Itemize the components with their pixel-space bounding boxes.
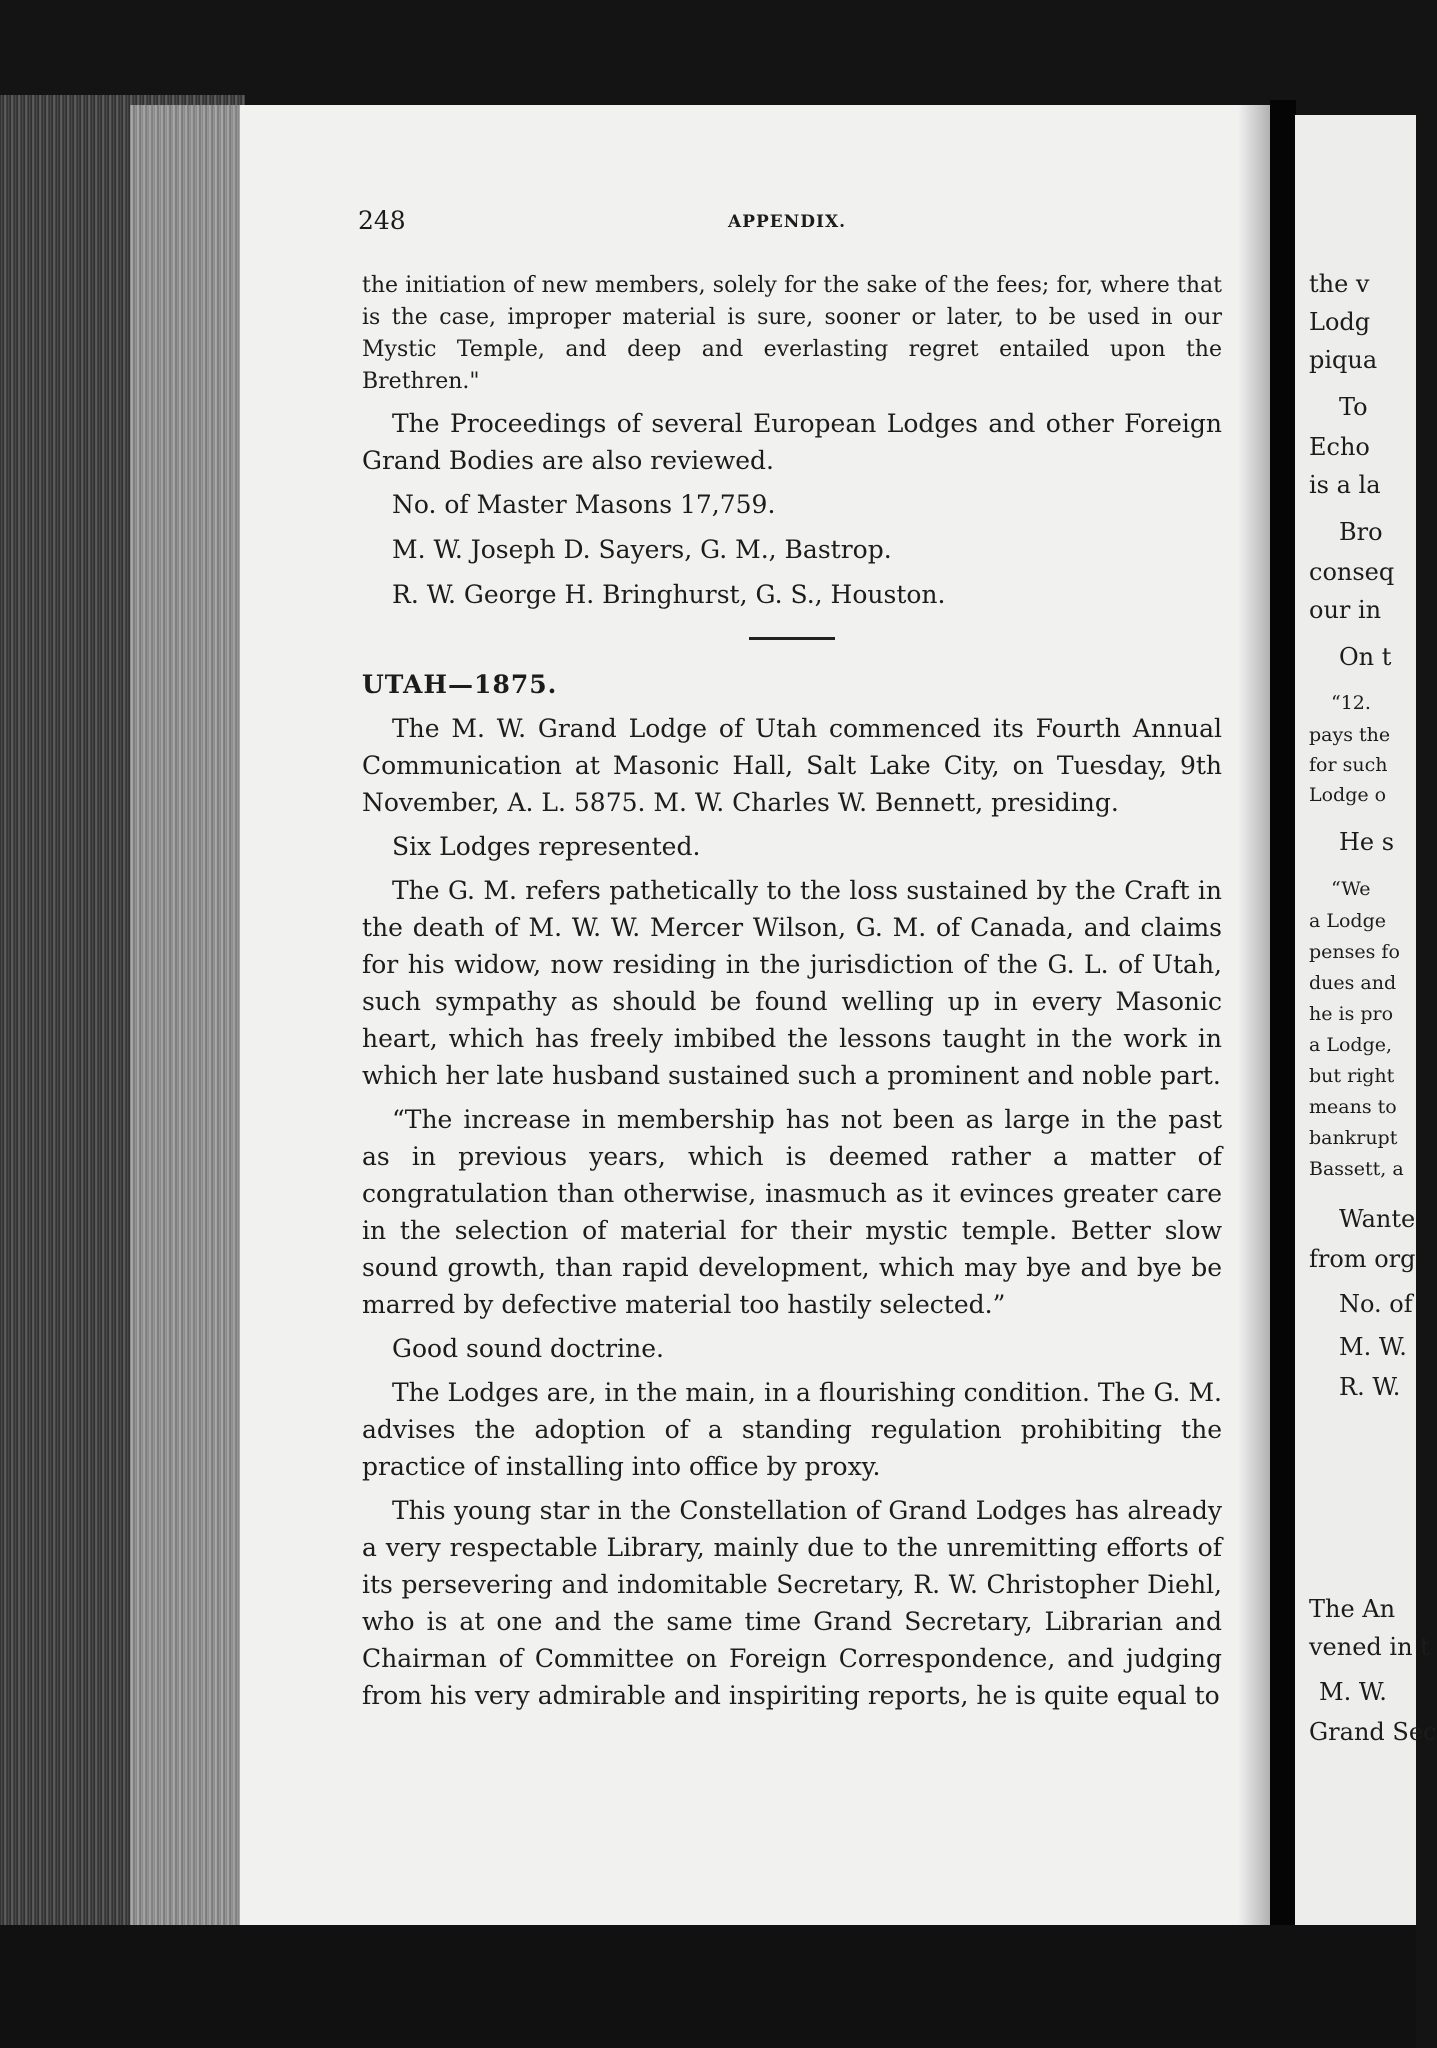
next-page-fragment: conseq	[1309, 558, 1395, 586]
stat-master-masons: No. of Master Masons 17,759.	[392, 490, 776, 519]
next-page-fragment: vened in t	[1309, 1633, 1430, 1661]
paragraph-mercer-wilson: The G. M. refers pathetically to the loss sustained by the Craft in the death of M. W. W. Mercer Wilson, G. M. of Canada, and claims for his widow, now residing in the jurisdiction of the G. L. of Utah, such sympathy as should be found welling up in every Masonic heart, which has freely imbibed the lessons taught in the work in which her late husband sustained such a prominent and noble part.	[362, 876, 1222, 1090]
next-page-fragment: Bro	[1339, 518, 1383, 546]
next-page-fragment: No. of	[1339, 1290, 1413, 1318]
next-page-fragment: The An	[1309, 1595, 1396, 1623]
running-head: APPENDIX.	[728, 212, 847, 232]
next-page-fragment: M. W.	[1339, 1333, 1407, 1361]
next-page-fragment: “12.	[1331, 692, 1371, 714]
next-page-fragment: our in	[1309, 596, 1382, 624]
paragraph-good-doctrine: Good sound doctrine.	[392, 1334, 664, 1363]
page-body	[362, 270, 1222, 1721]
next-page-fragment: Grand Sec	[1309, 1718, 1437, 1746]
section-divider	[749, 637, 835, 640]
next-page-fragment: a Lodge	[1309, 910, 1386, 932]
next-page-fragment: Lodge o	[1309, 784, 1387, 806]
next-page-fragment: “We	[1331, 878, 1371, 900]
next-page-fragment: Wante	[1339, 1205, 1416, 1233]
next-page-fragment: Bassett, a	[1309, 1158, 1404, 1180]
paragraph-communication: The M. W. Grand Lodge of Utah commenced its Fourth Annual Communication at Masonic Hall, Salt Lake City, on Tuesday, 9th November, A. L. 5875. M. W. Charles W. Bennett, presiding.	[362, 714, 1222, 817]
next-page-fragment: R. W.	[1339, 1373, 1401, 1401]
next-page-fragment: bankrupt	[1309, 1127, 1398, 1149]
page-number: 248	[358, 206, 406, 235]
next-page-edge	[1295, 115, 1437, 1925]
paragraph-membership-quote: “The increase in membership has not been as large in the past as in previous years, which is deemed rather a matter of congratulation than otherwise, inasmuch as it evinces greater care in the selection of material for their mystic temple. Better slow sound growth, than rapid development, which may bye and bye be marred by defective material too hastily selected.”	[362, 1105, 1222, 1319]
next-page-fragment: pays the	[1309, 724, 1391, 746]
next-page-fragment: penses fo	[1309, 941, 1400, 963]
next-page-fragment: To	[1339, 393, 1368, 421]
next-page-fragment: the v	[1309, 270, 1370, 298]
next-page-fragment: piqua	[1309, 346, 1378, 374]
proceedings-paragraph: The Proceedings of several European Lodges and other Foreign Grand Bodies are also reviewed.	[362, 409, 1222, 475]
next-page-fragment: M. W.	[1319, 1678, 1387, 1706]
book-page-edges-highlight	[130, 105, 240, 1925]
next-page-fragment: a Lodge,	[1309, 1034, 1393, 1056]
next-page-fragment: He s	[1339, 828, 1395, 856]
next-page-fragment: is a la	[1309, 471, 1381, 499]
paragraph-library: This young star in the Constellation of Grand Lodges has already a very respectable Library, mainly due to the unremitting efforts of its persevering and indomitable Secretary, R. W. Christopher Diehl, who is at one and the same time Grand Secretary, Librarian and Chairman of Committee on Foreign Correspondence, and judging from his very admirable and inspiriting reports, he is quite equal to	[362, 1496, 1222, 1710]
section-heading: UTAH—1875.	[362, 670, 558, 699]
next-page-fragment: On t	[1339, 643, 1392, 671]
next-page-fragment: means to	[1309, 1096, 1397, 1118]
next-page-fragment: he is pro	[1309, 1003, 1394, 1025]
page-header	[358, 206, 1218, 246]
paragraph-lodges-represented: Six Lodges represented.	[392, 832, 701, 861]
paragraph-lodges-condition: The Lodges are, in the main, in a flourishing condition. The G. M. advises the adoption of a standing regulation prohibiting the practice of installing into office by proxy.	[362, 1378, 1222, 1481]
next-page-fragment: Echo	[1309, 433, 1370, 461]
book-spine	[1270, 100, 1296, 1950]
next-page-fragment: Lodg	[1309, 308, 1371, 336]
next-page-fragment: for such	[1309, 754, 1388, 776]
stat-grand-master: M. W. Joseph D. Sayers, G. M., Bastrop.	[392, 535, 892, 564]
next-page-fragment: from org	[1309, 1245, 1416, 1273]
stat-grand-secretary: R. W. George H. Bringhurst, G. S., Houston.	[392, 580, 946, 609]
next-page-fragment: but right	[1309, 1065, 1395, 1087]
quote-continuation: the initiation of new members, solely for the sake of the fees; for, where that is the case, improper material is sure, sooner or later, to be used in our Mystic Temple, and deep and everlasting regret entailed upon the Brethren."	[362, 273, 1222, 394]
bottom-shadow	[0, 1925, 1416, 2048]
next-page-fragment: dues and	[1309, 972, 1397, 994]
